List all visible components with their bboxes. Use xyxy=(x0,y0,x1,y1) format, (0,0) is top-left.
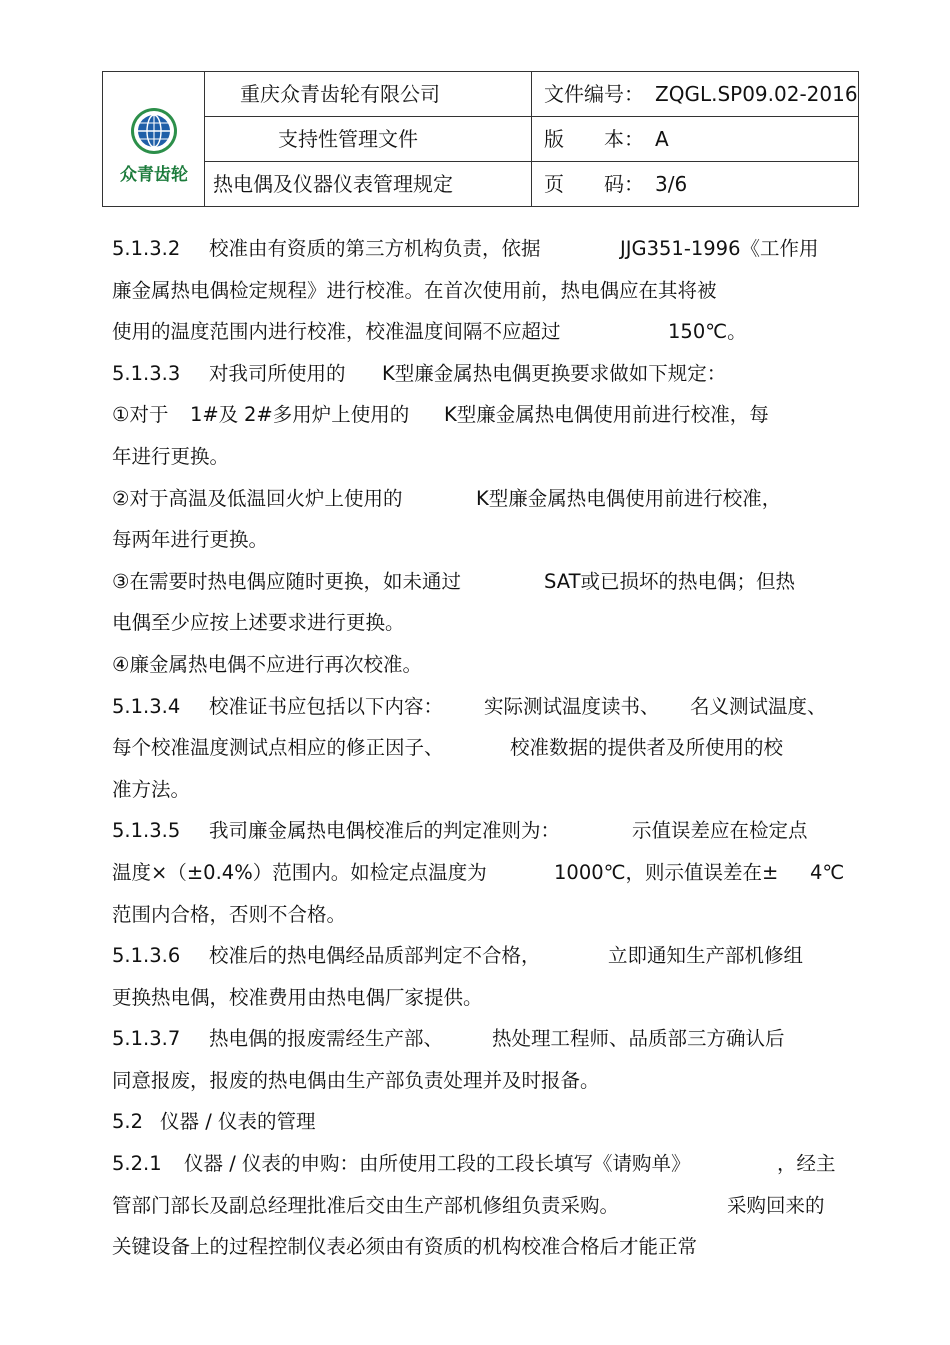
text-segment: 对我司所使用的 xyxy=(209,361,346,385)
text-line xyxy=(112,270,842,312)
header-column-divider xyxy=(531,72,532,206)
text-segment: K型廉金属热电偶使用前进行校准， xyxy=(476,486,782,510)
page-value: 3/6 xyxy=(655,172,688,196)
text-segment: 关键设备上的过程控制仪表必须由有资质的机构校准合格后才能正常 xyxy=(112,1235,698,1259)
text-segment: 2#多用炉上使用的 xyxy=(244,403,410,427)
text-segment: JJG351-1996《工作用 xyxy=(620,237,819,260)
text-line xyxy=(112,935,842,977)
text-line xyxy=(112,1185,842,1227)
text-line xyxy=(112,478,842,520)
document-header-table xyxy=(102,71,859,207)
text-segment: 年进行更换。 xyxy=(112,444,230,468)
doc-number-label: 文件编号： xyxy=(544,82,644,106)
text-segment: 温度×（±0.4%）范围内。如检定点温度为 xyxy=(112,860,487,884)
section-number: 5.2 xyxy=(112,1110,144,1134)
text-segment: ③在需要时热电偶应随时更换，如未通过 xyxy=(112,569,461,593)
text-line xyxy=(112,727,842,769)
text-segment: 1000℃，则示值误差在± xyxy=(554,860,779,884)
company-name: 重庆众青齿轮有限公司 xyxy=(240,82,440,106)
version-label: 版 本： xyxy=(544,127,644,151)
section-heading: 仪器 / 仪表的管理 xyxy=(160,1110,316,1134)
clause-number: 5.1.3.6 xyxy=(112,944,181,968)
text-line xyxy=(112,1143,842,1185)
text-segment: 校准数据的提供者及所使用的校 xyxy=(510,736,784,760)
text-segment: 4℃ xyxy=(810,860,845,884)
text-segment: 同意报废，报废的热电偶由生产部负责处理并及时报备。 xyxy=(112,1068,600,1092)
text-segment: 名义测试温度、 xyxy=(690,694,827,718)
text-line xyxy=(112,228,842,270)
text-segment: K型廉金属热电偶使用前进行校准，每 xyxy=(444,403,769,427)
text-line xyxy=(112,394,842,436)
company-logo xyxy=(109,106,199,185)
text-segment: ①对于 xyxy=(112,403,169,427)
text-line xyxy=(112,353,842,395)
text-line xyxy=(112,519,842,561)
text-line xyxy=(112,769,842,811)
text-segment: 校准证书应包括以下内容： xyxy=(209,694,444,718)
text-segment: 150℃。 xyxy=(668,320,747,344)
gear-globe-icon xyxy=(129,106,179,156)
document-type: 支持性管理文件 xyxy=(278,127,418,151)
clause-number: 5.1.3.7 xyxy=(112,1027,181,1051)
text-line xyxy=(112,686,842,728)
text-segment: 校准后的热电偶经品质部判定不合格， xyxy=(209,944,541,968)
text-line xyxy=(112,436,842,478)
clause-number: 5.2.1 xyxy=(112,1152,162,1176)
text-segment: 1#及 xyxy=(190,403,239,427)
text-segment: 热处理工程师、品质部三方确认后 xyxy=(492,1027,785,1051)
text-segment: 廉金属热电偶检定规程》进行校准。在首次使用前，热电偶应在其将被 xyxy=(112,278,717,302)
text-line xyxy=(112,1018,842,1060)
text-segment: 管部门部长及副总经理批准后交由生产部机修组负责采购。 xyxy=(112,1193,620,1217)
text-segment: 范围内合格，否则不合格。 xyxy=(112,902,347,926)
clause-number: 5.1.3.3 xyxy=(112,361,181,385)
text-line xyxy=(112,977,842,1019)
logo-cell xyxy=(103,72,205,206)
text-segment: 我司廉金属热电偶校准后的判定准则为： xyxy=(209,819,561,843)
document-title: 热电偶及仪器仪表管理规定 xyxy=(213,172,453,196)
clause-number: 5.1.3.2 xyxy=(112,237,181,260)
text-line xyxy=(112,1226,842,1268)
logo-text: 众青齿轮 xyxy=(120,165,188,185)
text-segment: 每个校准温度测试点相应的修正因子、 xyxy=(112,736,444,760)
text-segment: 采购回来的 xyxy=(727,1193,825,1217)
text-segment: SAT或已损坏的热电偶；但热 xyxy=(544,569,795,593)
version-value: A xyxy=(655,127,669,151)
clause-number: 5.1.3.4 xyxy=(112,694,181,718)
text-segment: 热电偶的报废需经生产部、 xyxy=(209,1027,444,1051)
text-line xyxy=(112,1101,842,1143)
doc-number-value: ZQGL.SP09.02-2016 xyxy=(655,82,858,106)
text-segment: 实际测试温度读书、 xyxy=(484,694,660,718)
text-segment: 仪器 / 仪表的申购：由所使用工段的工段长填写《请购单》 xyxy=(184,1152,691,1176)
text-line xyxy=(112,810,842,852)
text-line xyxy=(112,561,842,603)
text-segment: ，经主 xyxy=(777,1152,836,1176)
page-label: 页 码： xyxy=(544,172,644,196)
text-segment: 使用的温度范围内进行校准，校准温度间隔不应超过 xyxy=(112,320,561,344)
text-segment: 准方法。 xyxy=(112,777,191,801)
text-line xyxy=(112,602,842,644)
text-segment: 校准由有资质的第三方机构负责，依据 xyxy=(209,237,541,260)
document-body xyxy=(112,228,845,1268)
text-segment: 电偶至少应按上述要求进行更换。 xyxy=(112,611,405,635)
text-segment: ④廉金属热电偶不应进行再次校准。 xyxy=(112,652,422,676)
text-line xyxy=(112,1060,842,1102)
text-line xyxy=(112,644,842,686)
text-segment: 立即通知生产部机修组 xyxy=(608,944,804,968)
text-line xyxy=(112,852,845,894)
text-segment: K型廉金属热电偶更换要求做如下规定： xyxy=(382,361,727,385)
text-segment: ②对于高温及低温回火炉上使用的 xyxy=(112,486,403,510)
text-segment: 示值误差应在检定点 xyxy=(632,819,808,843)
text-segment: 每两年进行更换。 xyxy=(112,528,269,552)
text-line xyxy=(112,311,842,353)
text-segment: 更换热电偶，校准费用由热电偶厂家提供。 xyxy=(112,985,483,1009)
text-line xyxy=(112,894,842,936)
clause-number: 5.1.3.5 xyxy=(112,819,181,843)
